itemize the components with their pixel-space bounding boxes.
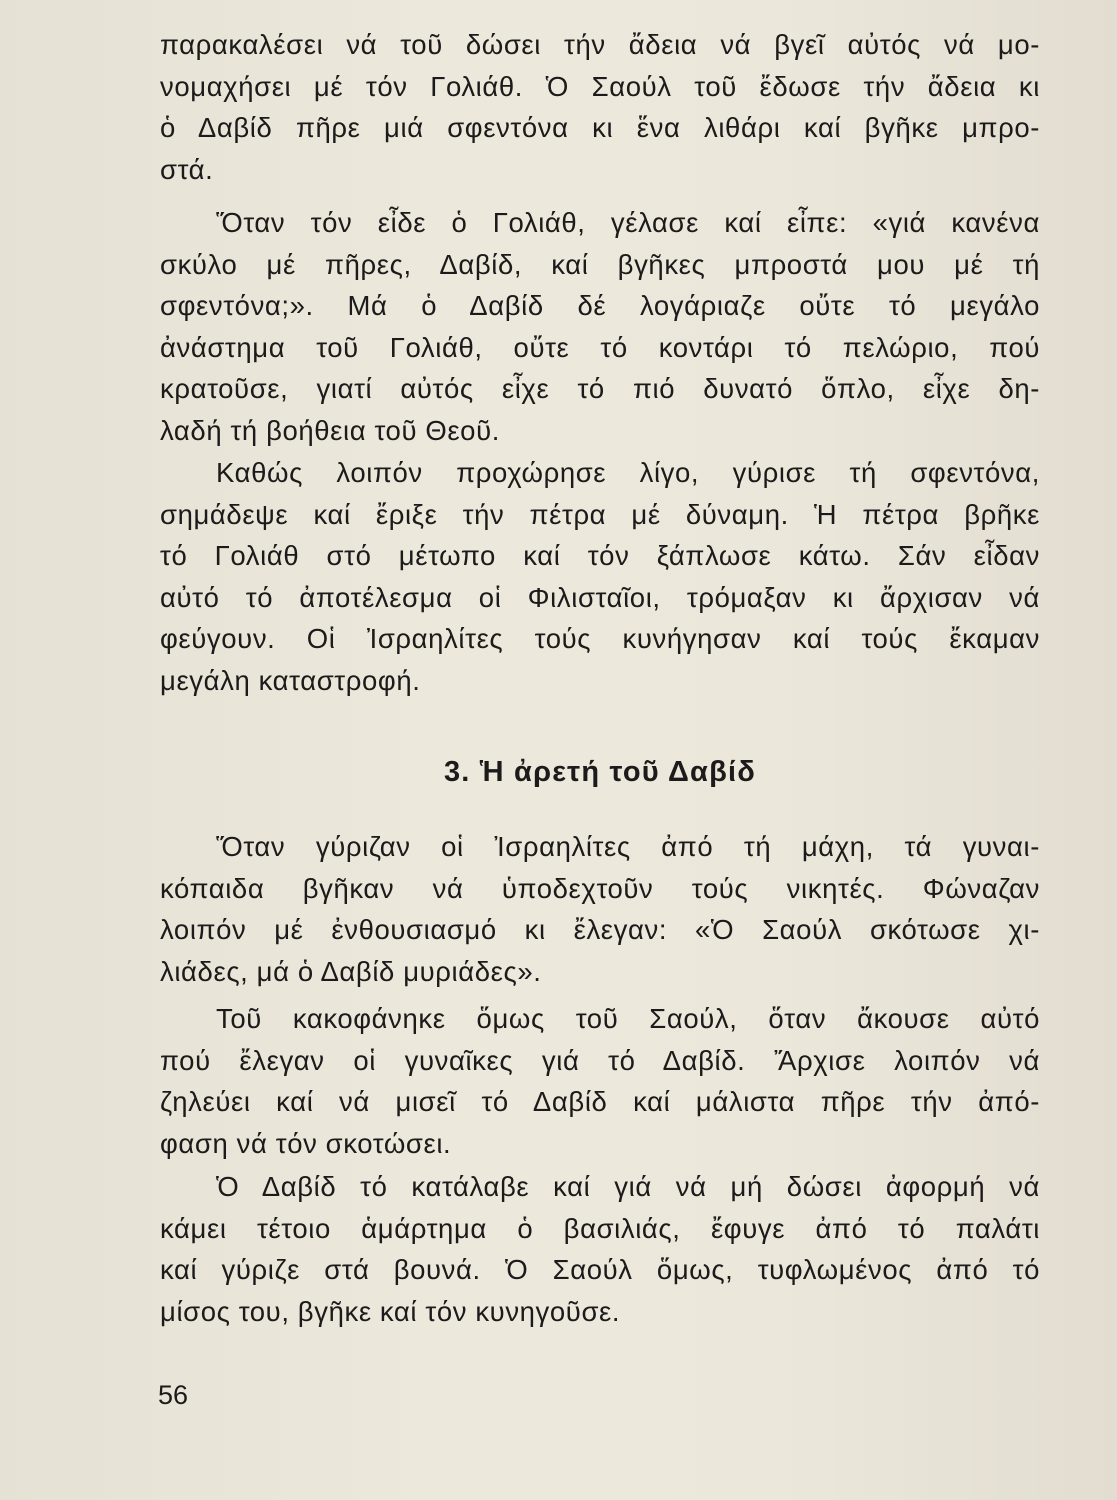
text-line: κάμει τέτοιο ἁμάρτημα ὁ βασιλιάς, ἔφυγε ἀπό τό παλάτι (160, 1212, 1040, 1244)
text-line: στά. (160, 153, 214, 185)
text-line: ἀνάστημα τοῦ Γολιάθ, οὔτε τό κοντάρι τό πελώριο, πού (160, 331, 1040, 363)
text-line: Ὅταν γύριζαν οἱ Ἰσραηλίτες ἀπό τή μάχη, τά γυναι- (216, 831, 1040, 862)
text-line: λαδή τή βοήθεια τοῦ Θεοῦ. (160, 414, 500, 446)
text-line: πού ἔλεγαν οἱ γυναῖκες γιά τό Δαβίδ. Ἄρχισε λοιπόν νά (160, 1044, 1040, 1076)
paragraph-sling (160, 452, 1040, 702)
text-line: παρακαλέσει νά τοῦ δώσει τήν ἄδεια νά βγεῖ αὐτός νά μο- (160, 29, 1040, 60)
text-line: νομαχήσει μέ τόν Γολιάθ. Ὁ Σαούλ τοῦ ἔδωσε τήν ἄδεια κι (160, 70, 1040, 102)
text-line: μίσος του, βγῆκε καί τόν κυνηγοῦσε. (160, 1295, 621, 1327)
text-line: λιάδες, μά ὁ Δαβίδ μυριάδες». (160, 955, 542, 987)
paragraph-saul-jealous (160, 998, 1040, 1164)
text-line: ζηλεύει καί νά μισεῖ τό Δαβίδ καί μάλιστα πῆρε τήν ἀπό- (160, 1086, 1040, 1118)
text-line: σκύλο μέ πῆρες, Δαβίδ, καί βγῆκες μπροστά μου μέ τή (160, 248, 1040, 280)
text-line: κόπαιδα βγῆκαν νά ὑποδεχτοῦν τούς νικητές. Φώναζαν (160, 872, 1040, 904)
text-line: φεύγουν. Οἱ Ἰσραηλίτες τούς κυνήγησαν καί τούς ἔκαμαν (160, 623, 1040, 655)
section-heading: 3. Ἡ ἀρετή τοῦ Δαβίδ (443, 756, 757, 788)
text-line: μεγάλη καταστροφή. (160, 664, 421, 696)
paragraph-continuation (160, 24, 1040, 190)
text-line: λοιπόν μέ ἐνθουσιασμό κι ἔλεγαν: «Ὁ Σαούλ σκότωσε χι- (160, 914, 1040, 946)
text-line: τό Γολιάθ στό μέτωπο καί τόν ξάπλωσε κάτω. Σάν εἶδαν (160, 540, 1040, 572)
paragraph-women-sing (160, 826, 1040, 992)
text-line: αὐτό τό ἀποτέλεσμα οἱ Φιλισταῖοι, τρόμαξαν κι ἄρχισαν νά (160, 581, 1040, 613)
text-line: σημάδεψε καί ἔριξε τήν πέτρα μέ δύναμη. Ἡ πέτρα βρῆκε (160, 498, 1040, 530)
text-line: φαση νά τόν σκοτώσει. (160, 1127, 452, 1159)
text-line: Καθώς λοιπόν προχώρησε λίγο, γύρισε τή σφεντόνα, (216, 457, 1040, 488)
page-number: 56 (158, 1380, 189, 1410)
text-line: κρατοῦσε, γιατί αὐτός εἶχε τό πιό δυνατό ὅπλο, εἶχε δη- (160, 373, 1040, 405)
text-line: σφεντόνα;». Μά ὁ Δαβίδ δέ λογάριαζε οὔτε τό μεγάλο (160, 290, 1040, 322)
text-line: Ὅταν τόν εἶδε ὁ Γολιάθ, γέλασε καί εἶπε: «γιά κανένα (216, 207, 1040, 238)
paragraph-goliath-laughs (160, 202, 1040, 452)
paragraph-david-flees (160, 1166, 1040, 1332)
text-line: καί γύριζε στά βουνά. Ὁ Σαούλ ὅμως, τυφλωμένος ἀπό τό (160, 1254, 1040, 1286)
text-line: Ὁ Δαβίδ τό κατάλαβε καί γιά νά μή δώσει ἀφορμή νά (216, 1171, 1040, 1202)
text-line: ὁ Δαβίδ πῆρε μιά σφεντόνα κι ἕνα λιθάρι καί βγῆκε μπρο- (160, 112, 1040, 144)
text-line: Τοῦ κακοφάνηκε ὅμως τοῦ Σαούλ, ὅταν ἄκουσε αὐτό (216, 1003, 1040, 1034)
